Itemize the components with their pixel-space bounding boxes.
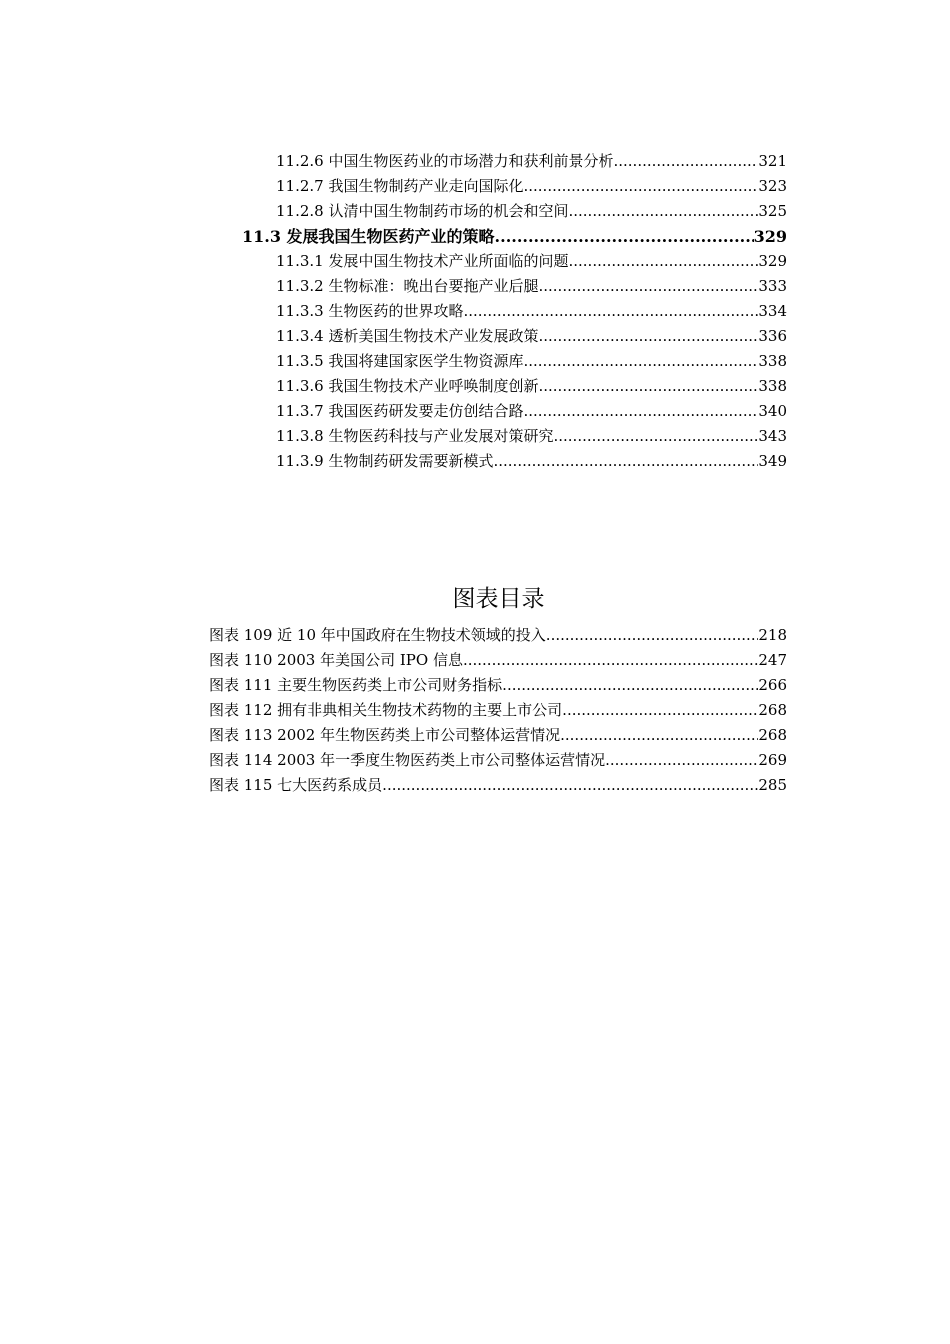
leader-dots [605,750,758,770]
toc-entry-page: 325 [758,202,787,220]
toc-section-entry[interactable] [242,227,787,247]
toc-entry-page: 343 [758,427,787,445]
figure-entry-label: 图表 113 2002 年生物医药类上市公司整体运营情况 [209,726,561,744]
toc-entry-label: 11.3.9 生物制药研发需要新模式 [276,452,494,470]
figure-entry-label: 图表 115 七大医药系成员 [209,776,383,794]
leader-dots [568,201,758,221]
leader-dots [562,700,758,720]
toc-entry-label: 11.2.8 认清中国生物制药市场的机会和空间 [276,202,569,220]
toc-entry-page: 329 [758,252,787,270]
figure-entry[interactable] [209,625,787,645]
toc-entry-page: 323 [758,177,787,195]
toc-entry-page: 321 [758,152,787,170]
figure-entry-label: 图表 112 拥有非典相关生物技术药物的主要上市公司 [209,701,563,719]
toc-entry-label: 11.3.6 我国生物技术产业呼唤制度创新 [276,377,539,395]
toc-entry-page: 349 [758,452,787,470]
toc-entry-page: 338 [758,352,787,370]
toc-entry-label: 11.3.1 发展中国生物技术产业所面临的问题 [276,252,569,270]
toc-entry[interactable] [276,351,787,371]
toc-entry[interactable] [276,426,787,446]
figure-entry-page: 266 [758,676,787,694]
toc-entry[interactable] [276,301,787,321]
toc-entry-page: 333 [758,277,787,295]
leader-dots [463,650,758,670]
figure-entry-label: 图表 109 近 10 年中国政府在生物技术领域的投入 [209,626,546,644]
toc-entry[interactable] [276,451,787,471]
toc-entry[interactable] [276,201,787,221]
figure-entry-page: 218 [758,626,787,644]
toc-entry[interactable] [276,276,787,296]
leader-dots [382,775,758,795]
figure-entry[interactable] [209,775,787,795]
figure-entry[interactable] [209,750,787,770]
toc-entry-label: 11.2.7 我国生物制药产业走向国际化 [276,177,524,195]
toc-entry-label: 11.3.5 我国将建国家医学生物资源库 [276,352,524,370]
toc-entry-label: 11.2.6 中国生物医药业的市场潜力和获利前景分析 [276,152,614,170]
leader-dots [495,227,754,247]
leader-dots [613,151,758,171]
figure-entry-label: 图表 111 主要生物医药类上市公司财务指标 [209,676,503,694]
toc-entry[interactable] [276,251,787,271]
toc-entry-page: 338 [758,377,787,395]
toc-entry-label: 11.3.8 生物医药科技与产业发展对策研究 [276,427,554,445]
figure-entry[interactable] [209,725,787,745]
toc-entry-page: 336 [758,327,787,345]
leader-dots [538,276,758,296]
figure-entry-label: 图表 110 2003 年美国公司 IPO 信息 [209,651,463,669]
leader-dots [538,376,758,396]
leader-dots [523,176,758,196]
leader-dots [560,725,758,745]
leader-dots [493,451,758,471]
toc-entry[interactable] [276,151,787,171]
toc-entry-label: 11.3.7 我国医药研发要走仿创结合路 [276,402,524,420]
figure-entry-page: 268 [758,701,787,719]
toc-entry[interactable] [276,401,787,421]
leader-dots [538,326,758,346]
figure-entry-page: 268 [758,726,787,744]
toc-entry-label: 11.3 发展我国生物医药产业的策略 [242,227,495,246]
toc-entry-label: 11.3.2 生物标准：晚出台要拖产业后腿 [276,277,539,295]
toc-entry[interactable] [276,176,787,196]
figure-entry[interactable] [209,650,787,670]
leader-dots [523,351,758,371]
figure-entry-page: 269 [758,751,787,769]
leader-dots [546,625,759,645]
leader-dots [553,426,758,446]
figure-entry-page: 285 [758,776,787,794]
figure-entry[interactable] [209,675,787,695]
toc-entry-label: 11.3.4 透析美国生物技术产业发展政策 [276,327,539,345]
leader-dots [568,251,758,271]
figure-entry-label: 图表 114 2003 年一季度生物医药类上市公司整体运营情况 [209,751,606,769]
figure-entry[interactable] [209,700,787,720]
toc-entry-page: 329 [753,227,787,246]
toc-entry-page: 334 [758,302,787,320]
leader-dots [463,301,758,321]
figures-list-title: 图表目录 [452,586,545,612]
leader-dots [523,401,758,421]
toc-entry[interactable] [276,326,787,346]
figure-entry-page: 247 [758,651,787,669]
toc-entry-page: 340 [758,402,787,420]
leader-dots [502,675,758,695]
toc-entry-label: 11.3.3 生物医药的世界攻略 [276,302,464,320]
toc-entry[interactable] [276,376,787,396]
